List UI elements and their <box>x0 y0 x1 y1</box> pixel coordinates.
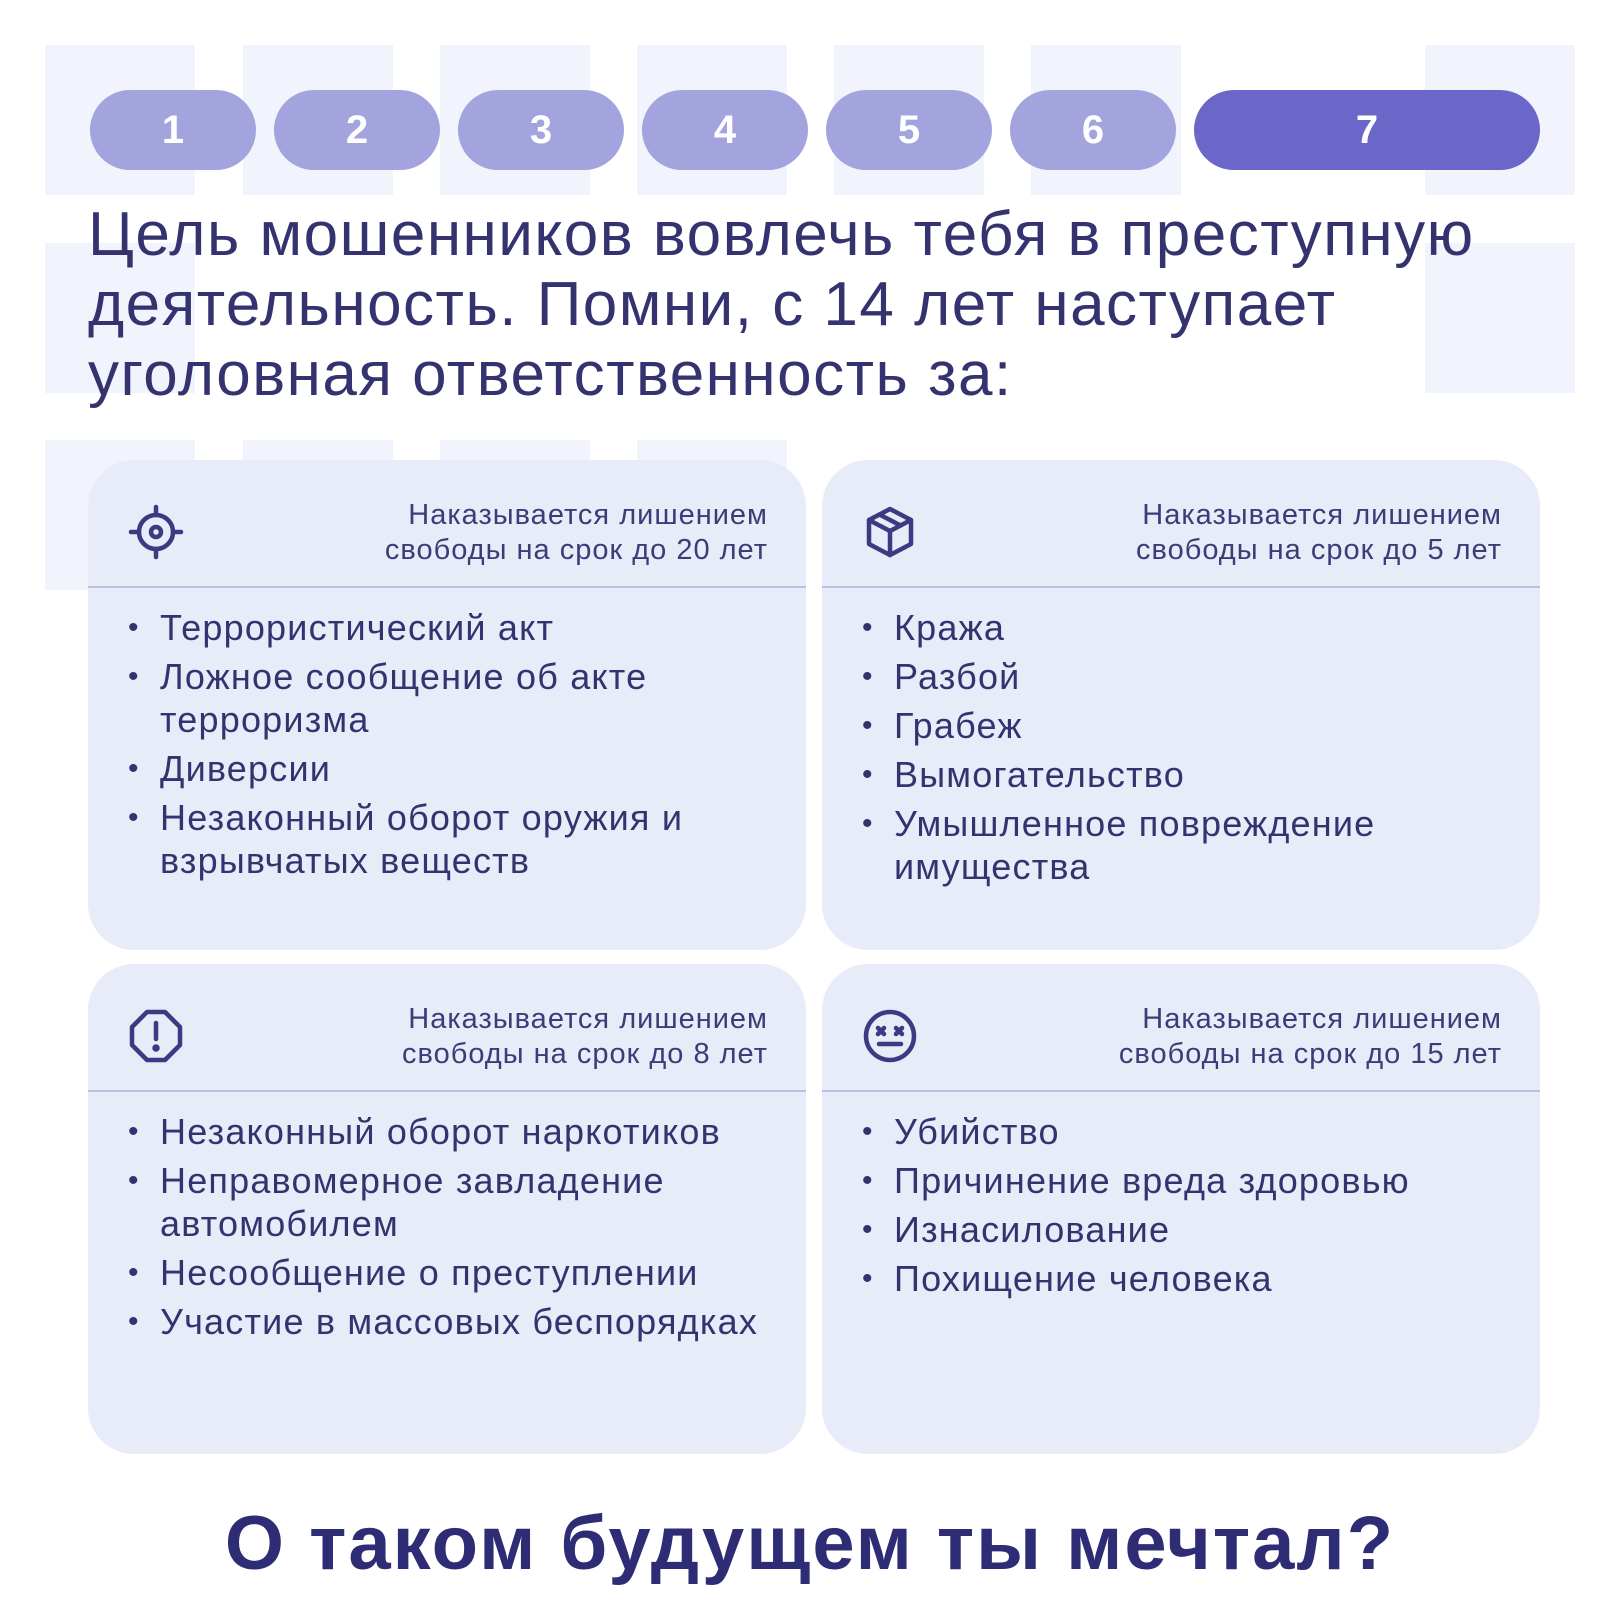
penalty-line-1: Наказывается лишением <box>1142 499 1502 531</box>
card-header <box>88 964 806 1092</box>
penalty-text <box>248 498 768 568</box>
warning-octagon-icon <box>128 1008 184 1064</box>
crime-list <box>822 1092 1540 1300</box>
card-header <box>822 964 1540 1092</box>
list-item: • Участие в массовых беспорядках <box>128 1300 776 1343</box>
penalty-text <box>248 1002 768 1072</box>
crime-list <box>88 588 806 882</box>
list-item: • Умышленное повреждение имущества <box>862 802 1510 888</box>
step-indicator <box>90 90 1540 170</box>
step-7-active[interactable]: 7 <box>1194 90 1540 170</box>
penalty-line-1: Наказывается лишением <box>408 499 768 531</box>
step-2[interactable]: 2 <box>274 90 440 170</box>
step-3[interactable]: 3 <box>458 90 624 170</box>
penalty-line-1: Наказывается лишением <box>408 1003 768 1035</box>
step-1[interactable]: 1 <box>90 90 256 170</box>
penalty-line-2: свободы на срок до 8 лет <box>402 1038 768 1070</box>
step-4[interactable]: 4 <box>642 90 808 170</box>
list-item: • Грабеж <box>862 704 1510 747</box>
list-item: • Диверсии <box>128 747 776 790</box>
list-item: • Кража <box>862 606 1510 649</box>
headline: Цель мошенников вовлечь тебя в преступную деятельность. Помни, с 14 лет наступает уголовная ответственность за: <box>88 200 1475 409</box>
list-item: • Незаконный оборот наркотиков <box>128 1110 776 1153</box>
target-icon <box>128 504 184 560</box>
list-item: • Незаконный оборот оружия и взрывчатых веществ <box>128 796 776 882</box>
list-item: • Несообщение о преступлении <box>128 1251 776 1294</box>
crime-list <box>822 588 1540 888</box>
dead-face-icon <box>862 1008 918 1064</box>
list-item: • Неправомерное завладение автомобилем <box>128 1159 776 1245</box>
card-8-years <box>88 964 806 1454</box>
penalty-text <box>982 1002 1502 1072</box>
step-6[interactable]: 6 <box>1010 90 1176 170</box>
list-item: • Похищение человека <box>862 1257 1510 1300</box>
penalty-line-1: Наказывается лишением <box>1142 1003 1502 1035</box>
list-item: • Причинение вреда здоровью <box>862 1159 1510 1202</box>
closing-question: О таком будущем ты мечтал? <box>224 1501 1396 1586</box>
card-20-years <box>88 460 806 950</box>
penalty-line-2: свободы на срок до 5 лет <box>1136 534 1502 566</box>
card-15-years <box>822 964 1540 1454</box>
list-item: • Вымогательство <box>862 753 1510 796</box>
card-header <box>822 460 1540 588</box>
box-icon <box>862 504 918 560</box>
penalty-text <box>982 498 1502 568</box>
crime-list <box>88 1092 806 1343</box>
step-5[interactable]: 5 <box>826 90 992 170</box>
list-item: • Ложное сообщение об акте терроризма <box>128 655 776 741</box>
list-item: • Убийство <box>862 1110 1510 1153</box>
list-item: • Разбой <box>862 655 1510 698</box>
list-item: • Террористический акт <box>128 606 776 649</box>
penalty-line-2: свободы на срок до 15 лет <box>1118 1038 1502 1070</box>
card-5-years <box>822 460 1540 950</box>
list-item: • Изнасилование <box>862 1208 1510 1251</box>
penalty-line-2: свободы на срок до 20 лет <box>384 534 768 566</box>
card-header <box>88 460 806 588</box>
